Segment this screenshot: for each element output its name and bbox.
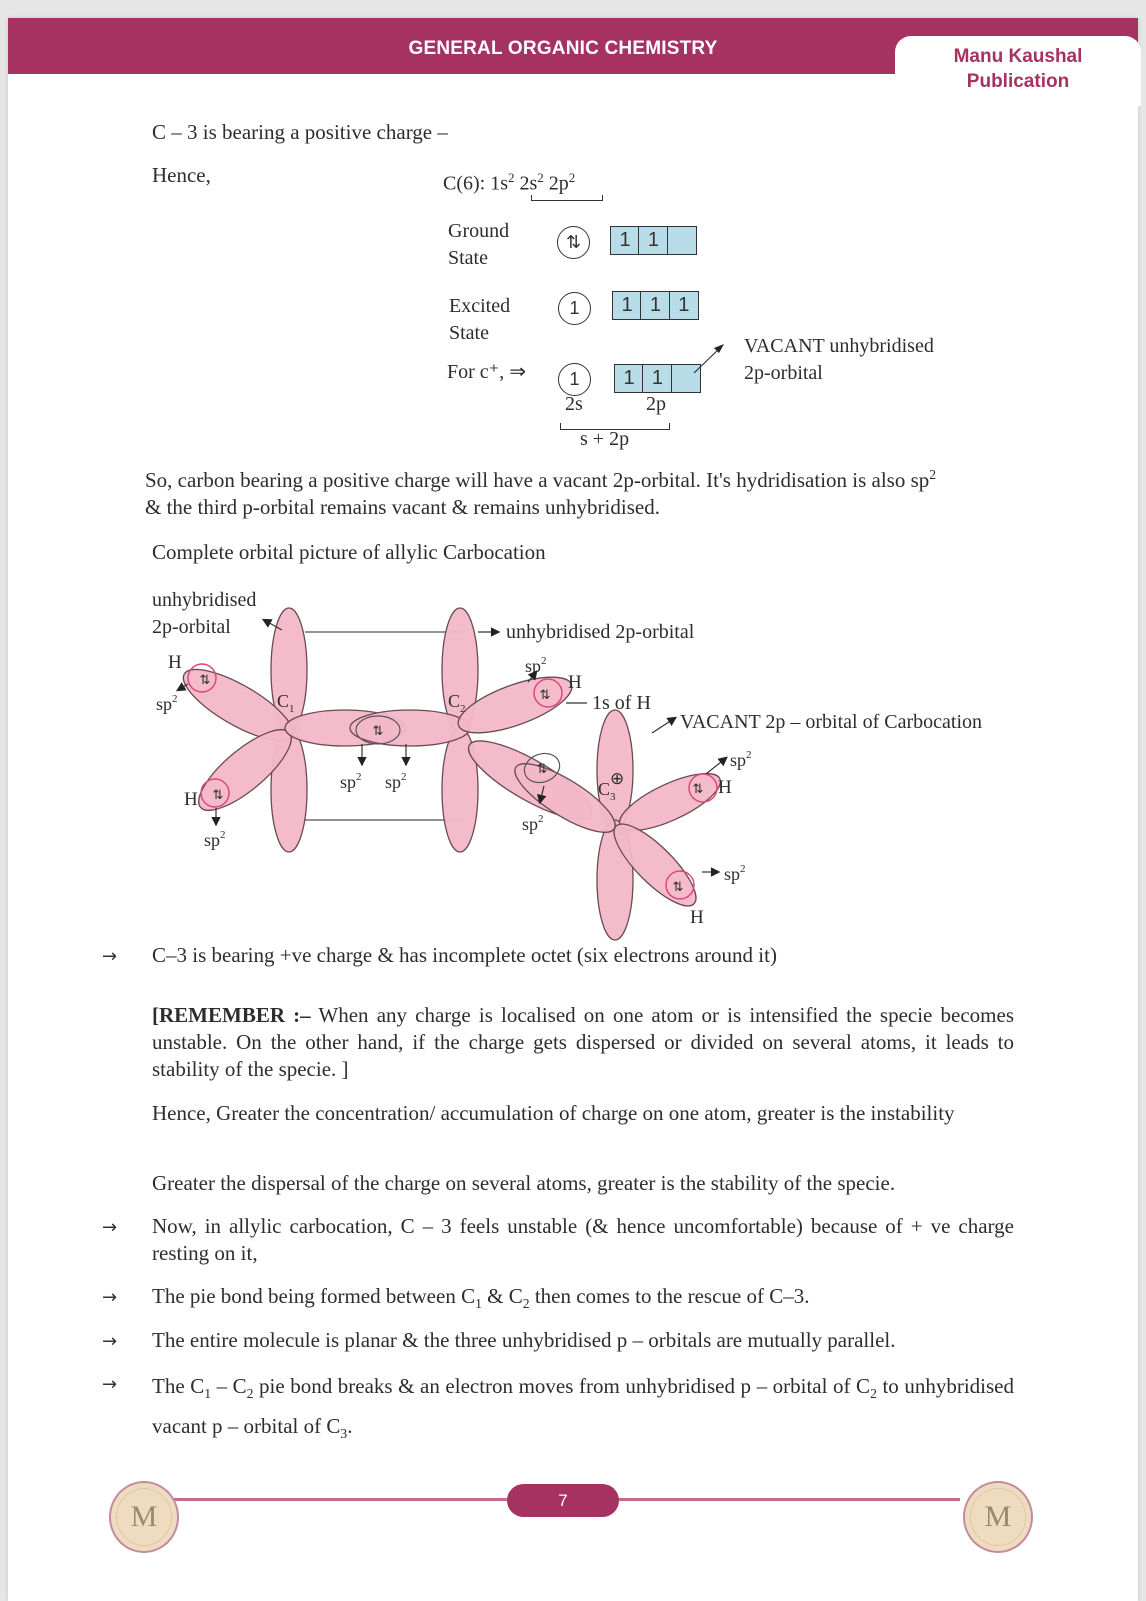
allylic-orbital-diagram xyxy=(140,580,1040,950)
carbon-label-c1: $C_1$ xyxy=(277,691,295,715)
bullet-arrow: → xyxy=(102,1217,118,1238)
label-2s: 2s xyxy=(565,393,583,415)
dispersal-paragraph: Greater the dispersal of the charge on several atoms, greater is the stability of the specie. xyxy=(152,1171,896,1195)
sp2-label: $sp^2$ xyxy=(385,771,407,792)
label-2p: 2p xyxy=(646,393,666,415)
bullet-incomplete-octet: C–3 is bearing +ve charge & has incomplete octet (six electrons around it) xyxy=(152,943,777,967)
bullet-pie-bond-rescue: The pie bond being formed between $C_1$ & $C_2$ then comes to the rescue of C–3. xyxy=(152,1284,810,1312)
orbital-box: 1 xyxy=(638,226,668,255)
sp2-label: $sp^2$ xyxy=(525,655,547,676)
vacant-arrow xyxy=(690,340,740,380)
publisher-seal-left: M xyxy=(109,1481,179,1553)
orbital-box: 1 xyxy=(610,226,640,255)
h-label: H xyxy=(690,907,704,928)
vacant-carbocation-label: VACANT 2p – orbital of Carbocation xyxy=(680,711,983,733)
ground-state-label: Ground State xyxy=(448,220,510,269)
sp2-label: $sp^2$ xyxy=(730,749,752,770)
sp2-label: $sp^2$ xyxy=(204,829,226,850)
excited-2p-orbitals xyxy=(612,291,697,320)
publisher-seal-right: M xyxy=(963,1481,1033,1553)
orbital-box: 1 xyxy=(640,291,670,320)
carbocation-label: For c⁺, ⇒ xyxy=(447,361,526,383)
bullet-planar: The entire molecule is planar & the three unhybridised p – orbitals are mutually parallel. xyxy=(152,1328,896,1352)
electron-pair: ⇅ xyxy=(199,672,211,687)
intro-line: C – 3 is bearing a positive charge – xyxy=(152,120,448,144)
electron-pair: ⇅ xyxy=(692,781,704,796)
config-bracket xyxy=(531,195,603,201)
electron-pair: ⇅ xyxy=(539,687,551,702)
hence-paragraph: Hence, Greater the concentration/ accumulation of charge on one atom, greater is the instability xyxy=(152,1101,955,1125)
sp2-label: $sp^2$ xyxy=(724,863,746,884)
electron-pair: ⇅ xyxy=(372,723,384,738)
orbital-box: 1 xyxy=(669,291,699,320)
electron-config: C(6): $1s^2$ $2s^2$ $2p^2$ xyxy=(443,170,576,195)
excited-2s-orbital: 1 xyxy=(558,292,591,325)
unhybridised-label-left-2: 2p-orbital xyxy=(152,616,231,638)
cation-2p-orbitals xyxy=(614,364,699,393)
bullet-arrow: → xyxy=(102,1331,118,1352)
orbital-box xyxy=(667,226,697,255)
vacant-orbital-paragraph: So, carbon bearing a positive charge will have a vacant 2p-orbital. It's hydridisation is also $sp^2$ & the third p-orbital remains vacant & remains unhybridised. xyxy=(145,467,937,519)
carbon-label-c2: $C_2$ xyxy=(448,691,466,715)
positive-charge-icon: ⊕ xyxy=(610,769,625,788)
chapter-title: GENERAL ORGANIC CHEMISTRY xyxy=(408,38,718,59)
publisher-label: Publication xyxy=(966,71,1070,92)
hence-label: Hence, xyxy=(152,163,211,187)
electron-pair: ⇅ xyxy=(672,879,684,894)
carbon-label-c3: $C_3$ xyxy=(598,779,616,803)
remember-note: [REMEMBER :– When any charge is localised on one atom or is intensified the specie becomes unstable. On the other hand, if the charge gets dispersed or divided on several atoms, it leads to stability of the specie. ] xyxy=(152,1003,1014,1081)
vacant-label: VACANT unhybridised 2p-orbital xyxy=(744,335,934,384)
1s-of-h-label: 1s of H xyxy=(592,692,651,714)
ground-2p-orbitals xyxy=(610,226,695,255)
orbital-box: 1 xyxy=(612,291,642,320)
ground-2s-orbital: ⇅ xyxy=(557,226,590,259)
publisher-tab xyxy=(895,36,1141,106)
sp2-label: $sp^2$ xyxy=(522,813,544,834)
orbital-box: 1 xyxy=(642,364,672,393)
bullet-electron-moves: The $C_1 - C_2$ pie bond breaks & an electron moves from unhybridised p – orbital of $C_2$ to unhybridised vacant p – orbital of $C_3$. xyxy=(152,1374,1014,1442)
h-label: H xyxy=(184,789,198,810)
excited-state-label: Excited State xyxy=(449,295,511,344)
bullet-arrow: → xyxy=(102,946,118,967)
bullet-unstable: Now, in allylic carbocation, C – 3 feels unstable (& hence uncomfortable) because of + ve charge resting on it, xyxy=(152,1214,1014,1265)
page-number: 7 xyxy=(507,1484,619,1517)
c2-sp2-c1 xyxy=(350,710,470,746)
label-sum: s + 2p xyxy=(580,428,630,450)
unhybridised-label-left: unhybridised xyxy=(152,589,257,611)
orbital-box: 1 xyxy=(614,364,644,393)
diagram-heading: Complete orbital picture of allylic Carbocation xyxy=(152,540,546,564)
bullet-arrow: → xyxy=(102,1374,118,1395)
sp2-label: $sp^2$ xyxy=(340,771,362,792)
publisher-name: Manu Kaushal xyxy=(953,46,1083,67)
sp2-label: $sp^2$ xyxy=(156,693,178,714)
cation-2s-orbital: 1 xyxy=(558,363,591,396)
h-label: H xyxy=(168,652,182,673)
h-label: H xyxy=(718,777,732,798)
h-label: H xyxy=(568,672,582,693)
electron-pair: ⇅ xyxy=(536,761,548,776)
unhybridised-label-right: unhybridised 2p-orbital xyxy=(506,621,695,643)
bullet-arrow: → xyxy=(102,1287,118,1308)
electron-pair: ⇅ xyxy=(212,787,224,802)
